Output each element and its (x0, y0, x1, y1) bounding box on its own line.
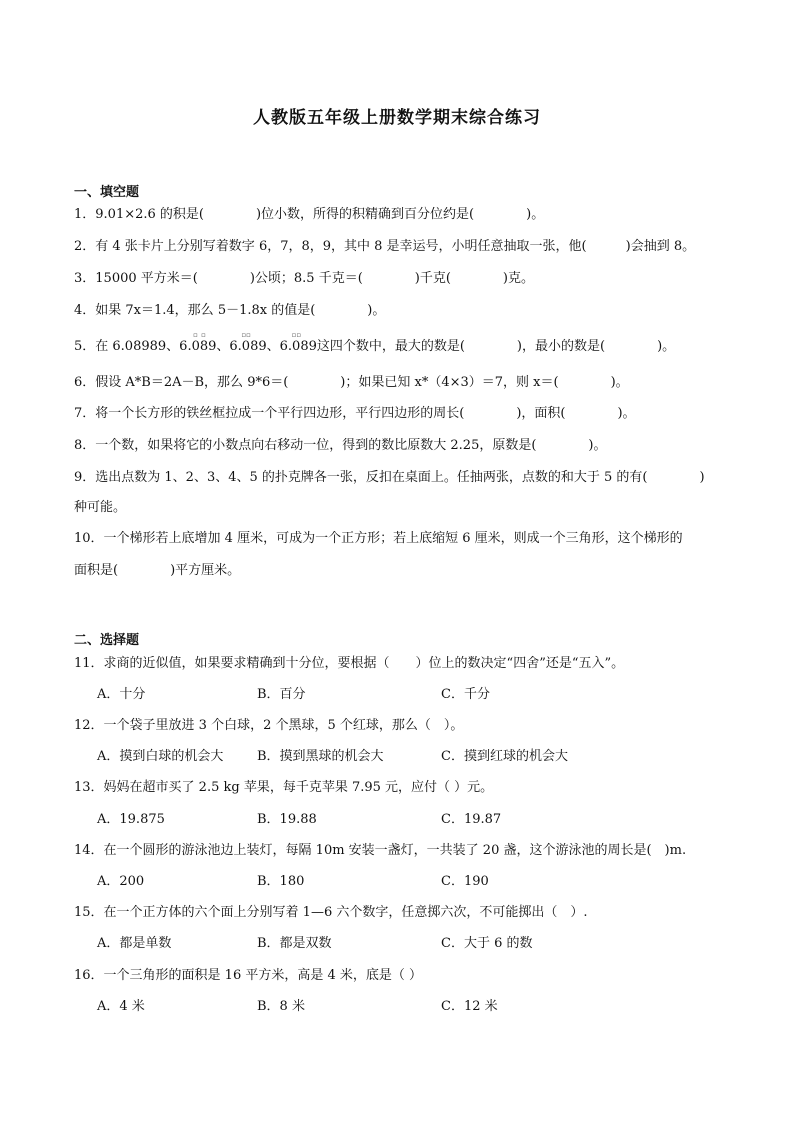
option-c[interactable]: C．190 (441, 874, 489, 889)
option-a[interactable]: A．4 米 (97, 999, 145, 1014)
option-b[interactable]: B．摸到黑球的机会大 (257, 749, 384, 764)
option-a[interactable]: A．十分 (97, 687, 146, 702)
question-15: 15．在一个正方体的六个面上分别写着 1—6 六个数字，任意掷六次，不可能掷出（ ）. (74, 905, 588, 920)
option-a[interactable]: A．19.875 (97, 812, 165, 827)
option-b[interactable]: B．19.88 (257, 812, 317, 827)
option-c[interactable]: C．大于 6 的数 (441, 936, 533, 951)
question-1: 1．9.01×2.6 的积是( )位小数，所得的积精确到百分位约是( )。 (74, 207, 545, 222)
question-12: 12．一个袋子里放进 3 个白球，2 个黑球，5 个红球，那么（ ）。 (74, 718, 464, 733)
question-14: 14．在一个圆形的游泳池边上装灯，每隔 10m 安装一盏灯，一共装了 20 盏，这个游泳池的周长是( )m. (74, 843, 687, 858)
section-heading-fill-in: 一、填空题 (74, 185, 140, 200)
question-5-rest: 这四个数中，最大的数是( )，最小的数是( )。 (316, 339, 676, 354)
question-7: 7．将一个长方形的铁丝框拉成一个平行四边形，平行四边形的周长( )，面积( )。 (74, 406, 636, 421)
option-b[interactable]: B．180 (257, 874, 305, 889)
question-8: 8．一个数，如果将它的小数点向右移动一位，得到的数比原数大 2.25，原数是( )。 (74, 438, 607, 453)
question-13: 13．妈妈在超市买了 2.5 kg 苹果，每千克苹果 7.95 元，应付（ ）元。 (74, 780, 494, 795)
option-a[interactable]: A．摸到白球的机会大 (97, 749, 224, 764)
question-5 (74, 338, 675, 356)
option-b[interactable]: B．百分 (257, 687, 306, 702)
repeating-decimal-3: ▫▫ 6.089 (280, 338, 317, 356)
question-6: 6．假设 A*B＝2A－B，那么 9*6＝( )；如果已知 x*（4×3）＝7，则 x＝( )。 (74, 375, 629, 390)
question-11: 11．求商的近似值，如果要求精确到十分位，要根据（ ）位上的数决定“四舍”还是“五入”。 (74, 656, 625, 671)
page-title: 人教版五年级上册数学期末综合练习 (253, 108, 541, 128)
question-10-line-1: 10．一个梯形若上底增加 4 厘米，可成为一个正方形；若上底缩短 6 厘米，则成一个三角形，这个梯形的 (74, 531, 683, 546)
repeating-decimal-2: ▫▫ 6.089 (229, 338, 266, 356)
option-c[interactable]: C．摸到红球的机会大 (441, 749, 568, 764)
option-a[interactable]: A．都是单数 (97, 936, 172, 951)
question-5-intro: 5．在 6.08989、 (74, 339, 180, 354)
section-heading-multiple-choice: 二、选择题 (74, 633, 140, 648)
question-3: 3．15000 平方米＝( )公顷；8.5 千克＝( )千克( )克。 (74, 271, 534, 286)
question-4: 4．如果 7x＝1.4，那么 5－1.8x 的值是( )。 (74, 303, 386, 318)
question-10-line-2: 面积是( )平方厘米。 (74, 563, 241, 578)
question-9-line-1: 9．选出点数为 1、2、3、4、5 的扑克牌各一张，反扣在桌面上。任抽两张，点数的和大于 5 的有( ) (74, 470, 705, 485)
question-9-line-2: 种可能。 (74, 500, 127, 515)
option-c[interactable]: C．千分 (441, 687, 490, 702)
question-5-separator: 、 (266, 339, 280, 354)
option-b[interactable]: B．8 米 (257, 999, 305, 1014)
question-2: 2．有 4 张卡片上分别写着数字 6，7，8，9，其中 8 是幸运号，小明任意抽取一张，他( )会抽到 8。 (74, 239, 696, 254)
repeating-decimal-1: ▫ 6.089 ▫ (179, 338, 216, 356)
question-5-separator: 、 (216, 339, 230, 354)
option-b[interactable]: B．都是双数 (257, 936, 332, 951)
option-c[interactable]: C．12 米 (441, 999, 498, 1014)
option-c[interactable]: C．19.87 (441, 812, 502, 827)
question-16: 16．一个三角形的面积是 16 平方米，高是 4 米，底是（ ） (74, 968, 423, 983)
option-a[interactable]: A．200 (97, 874, 145, 889)
